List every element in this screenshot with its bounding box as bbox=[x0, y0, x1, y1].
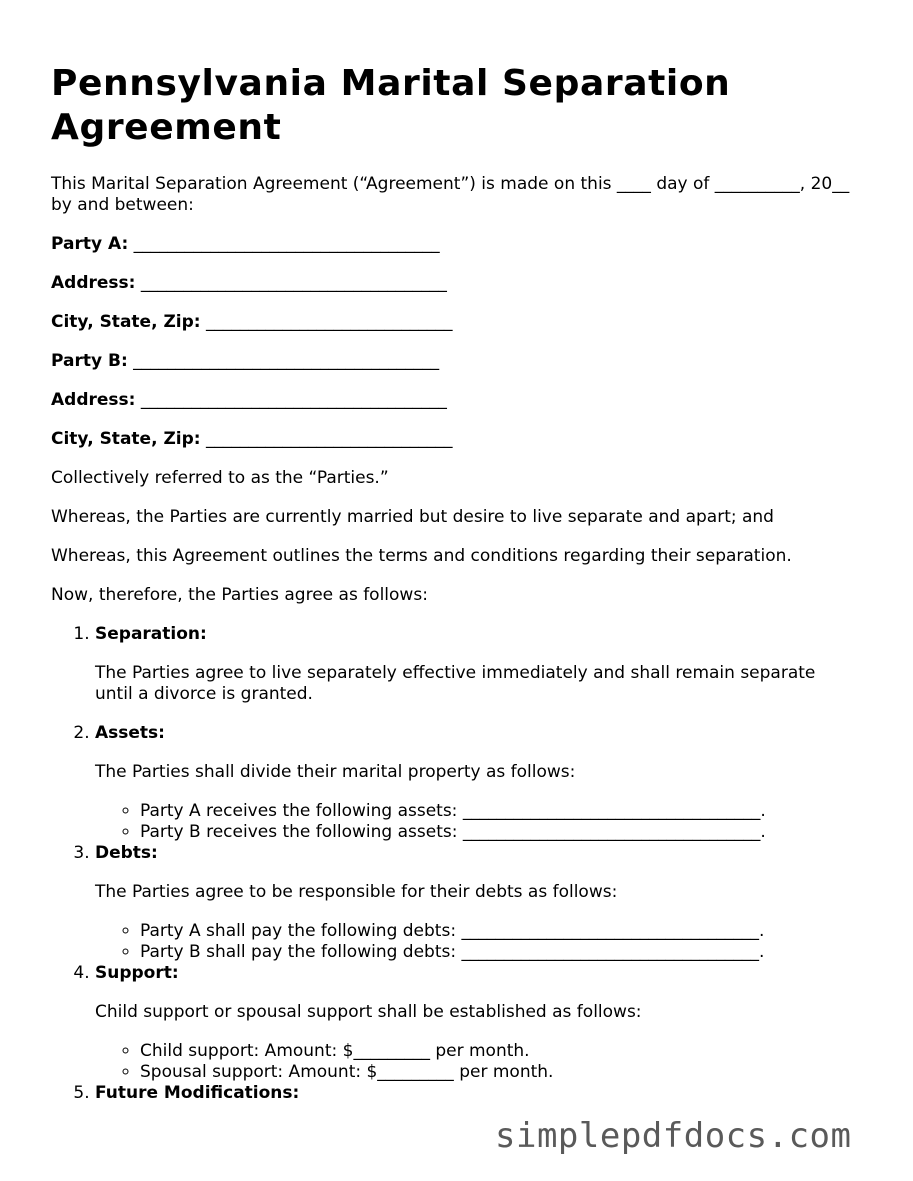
party-b-address-field bbox=[51, 390, 871, 411]
section-title: Separation: bbox=[95, 624, 207, 644]
section-title: Future Modifications: bbox=[95, 1083, 300, 1103]
section-title: Debts: bbox=[95, 843, 158, 863]
sections-list bbox=[51, 624, 871, 1104]
section-title: Assets: bbox=[95, 723, 165, 743]
field-label: City, State, Zip: bbox=[51, 312, 201, 332]
party-a-address-field bbox=[51, 273, 871, 294]
section-future-modifications bbox=[95, 1083, 871, 1104]
list-item: ◦ Party A shall pay the following debts: ___________________________________. bbox=[140, 921, 871, 942]
party-b-field bbox=[51, 351, 871, 372]
sub-list bbox=[95, 801, 871, 843]
section-debts bbox=[95, 843, 871, 963]
party-a-field bbox=[51, 234, 871, 255]
field-blank: _____________________________ bbox=[205, 429, 453, 449]
document-title: Pennsylvania Marital Separation Agreement bbox=[51, 63, 731, 148]
whereas-married: Whereas, the Parties are currently married but desire to live separate and apart; and bbox=[51, 507, 774, 527]
sub-list bbox=[95, 921, 871, 963]
party-b-city-field bbox=[51, 429, 871, 450]
section-body: The Parties shall divide their marital property as follows: bbox=[95, 762, 576, 782]
section-separation bbox=[95, 624, 871, 723]
field-blank: ____________________________________ bbox=[133, 234, 440, 254]
list-item: ◦ Party A receives the following assets: ___________________________________. bbox=[140, 801, 871, 822]
field-label: City, State, Zip: bbox=[51, 429, 201, 449]
field-blank: ____________________________________ bbox=[140, 390, 447, 410]
list-item: ◦ Spousal support: Amount: $_________ per month. bbox=[140, 1062, 871, 1083]
list-item: ◦ Child support: Amount: $_________ per month. bbox=[140, 1041, 871, 1062]
field-blank: _____________________________ bbox=[205, 312, 453, 332]
section-assets bbox=[95, 723, 871, 843]
now-therefore: Now, therefore, the Parties agree as follows: bbox=[51, 585, 428, 605]
field-label: Address: bbox=[51, 273, 136, 293]
list-item: ◦ Party B shall pay the following debts: ___________________________________. bbox=[140, 942, 871, 963]
section-body: Child support or spousal support shall be established as follows: bbox=[95, 1002, 642, 1022]
whereas-agreement: Whereas, this Agreement outlines the terms and conditions regarding their separation. bbox=[51, 546, 792, 566]
field-label: Address: bbox=[51, 390, 136, 410]
section-title: Support: bbox=[95, 963, 179, 983]
field-label: Party B: bbox=[51, 351, 128, 371]
section-support bbox=[95, 963, 871, 1083]
party-a-city-field bbox=[51, 312, 871, 333]
section-body: The Parties agree to live separately effective immediately and shall remain separate until a divorce is granted. bbox=[95, 663, 816, 704]
field-label: Party A: bbox=[51, 234, 129, 254]
list-item: ◦ Party B receives the following assets: ___________________________________. bbox=[140, 822, 871, 843]
field-blank: ____________________________________ bbox=[140, 273, 447, 293]
field-blank: ____________________________________ bbox=[133, 351, 440, 371]
document-page bbox=[51, 62, 871, 1104]
section-body: The Parties agree to be responsible for their debts as follows: bbox=[95, 882, 618, 902]
parties-definition: Collectively referred to as the “Parties.” bbox=[51, 468, 389, 488]
watermark: simplepdfdocs.com bbox=[495, 1116, 852, 1156]
sub-list bbox=[95, 1041, 871, 1083]
intro-paragraph: This Marital Separation Agreement (“Agreement”) is made on this ____ day of __________, 20__ by and between: bbox=[51, 174, 850, 215]
